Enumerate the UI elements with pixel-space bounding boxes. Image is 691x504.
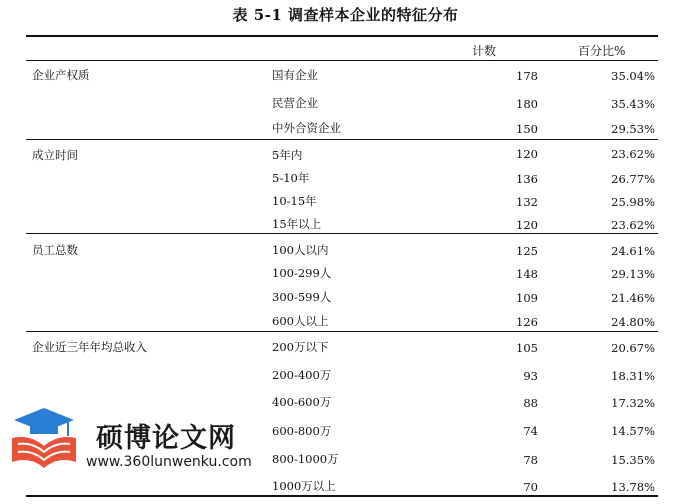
row-label: 800-1000万 [272, 452, 339, 466]
row-count: 125 [516, 244, 538, 258]
row-percent: 29.53% [611, 122, 655, 136]
category-label: 企业近三年年均总收入 [32, 340, 147, 354]
row-percent: 29.13% [611, 267, 655, 281]
table-title: 表 5-1 调查样本企业的特征分布 [232, 6, 459, 24]
row-label: 10-15年 [272, 194, 317, 208]
row-percent: 23.62% [611, 218, 655, 232]
row-label: 15年以上 [272, 217, 322, 231]
row-label: 200万以下 [272, 340, 329, 354]
row-count: 70 [523, 480, 538, 494]
group-rule-1 [26, 139, 658, 140]
row-label: 600人以上 [272, 314, 329, 328]
watermark-name: 硕博论文网 [96, 423, 236, 454]
group-rule-2 [26, 233, 658, 234]
row-count: 132 [516, 195, 538, 209]
top-rule [26, 35, 658, 37]
row-percent: 20.67% [611, 341, 655, 355]
row-percent: 24.80% [611, 315, 655, 329]
row-percent: 35.04% [611, 69, 655, 83]
row-count: 88 [523, 396, 538, 410]
row-count: 93 [523, 369, 538, 383]
category-label: 成立时间 [32, 148, 78, 162]
row-percent: 35.43% [611, 97, 655, 111]
row-label: 民营企业 [272, 96, 318, 110]
row-percent: 17.32% [611, 396, 655, 410]
row-label: 600-800万 [272, 424, 332, 438]
header-percent: 百分比% [578, 44, 626, 58]
row-count: 78 [523, 453, 538, 467]
row-count: 150 [516, 122, 538, 136]
row-percent: 21.46% [611, 291, 655, 305]
row-label: 100-299人 [272, 266, 332, 280]
row-label: 300-599人 [272, 290, 332, 304]
row-count: 74 [523, 424, 538, 438]
row-label: 国有企业 [272, 68, 318, 82]
bottom-rule [26, 495, 658, 497]
row-count: 120 [516, 147, 538, 161]
row-label: 200-400万 [272, 368, 332, 382]
row-count: 109 [516, 291, 538, 305]
header-count: 计数 [472, 44, 497, 58]
row-count: 120 [516, 218, 538, 232]
row-percent: 26.77% [611, 172, 655, 186]
row-percent: 14.57% [611, 424, 655, 438]
row-label: 5年内 [272, 148, 303, 162]
category-label: 企业产权质 [32, 68, 90, 82]
graduation-cap-book-icon [10, 400, 90, 480]
row-label: 100人以内 [272, 243, 329, 257]
category-label: 员工总数 [32, 243, 78, 257]
row-percent: 18.31% [611, 369, 655, 383]
row-label: 5-10年 [272, 171, 310, 185]
row-percent: 23.62% [611, 147, 655, 161]
watermark [10, 400, 280, 480]
row-percent: 25.98% [611, 195, 655, 209]
row-label: 1000万以上 [272, 479, 336, 493]
watermark-url: www.360lunwenku.com [86, 454, 252, 470]
row-count: 180 [516, 97, 538, 111]
row-count: 148 [516, 267, 538, 281]
row-label: 400-600万 [272, 395, 332, 409]
group-rule-3 [26, 331, 658, 332]
row-percent: 24.61% [611, 244, 655, 258]
row-percent: 13.78% [611, 480, 655, 494]
header-rule [26, 60, 658, 61]
row-count: 136 [516, 172, 538, 186]
row-count: 105 [516, 341, 538, 355]
row-percent: 15.35% [611, 453, 655, 467]
row-count: 178 [516, 69, 538, 83]
row-count: 126 [516, 315, 538, 329]
row-label: 中外合资企业 [272, 121, 341, 135]
